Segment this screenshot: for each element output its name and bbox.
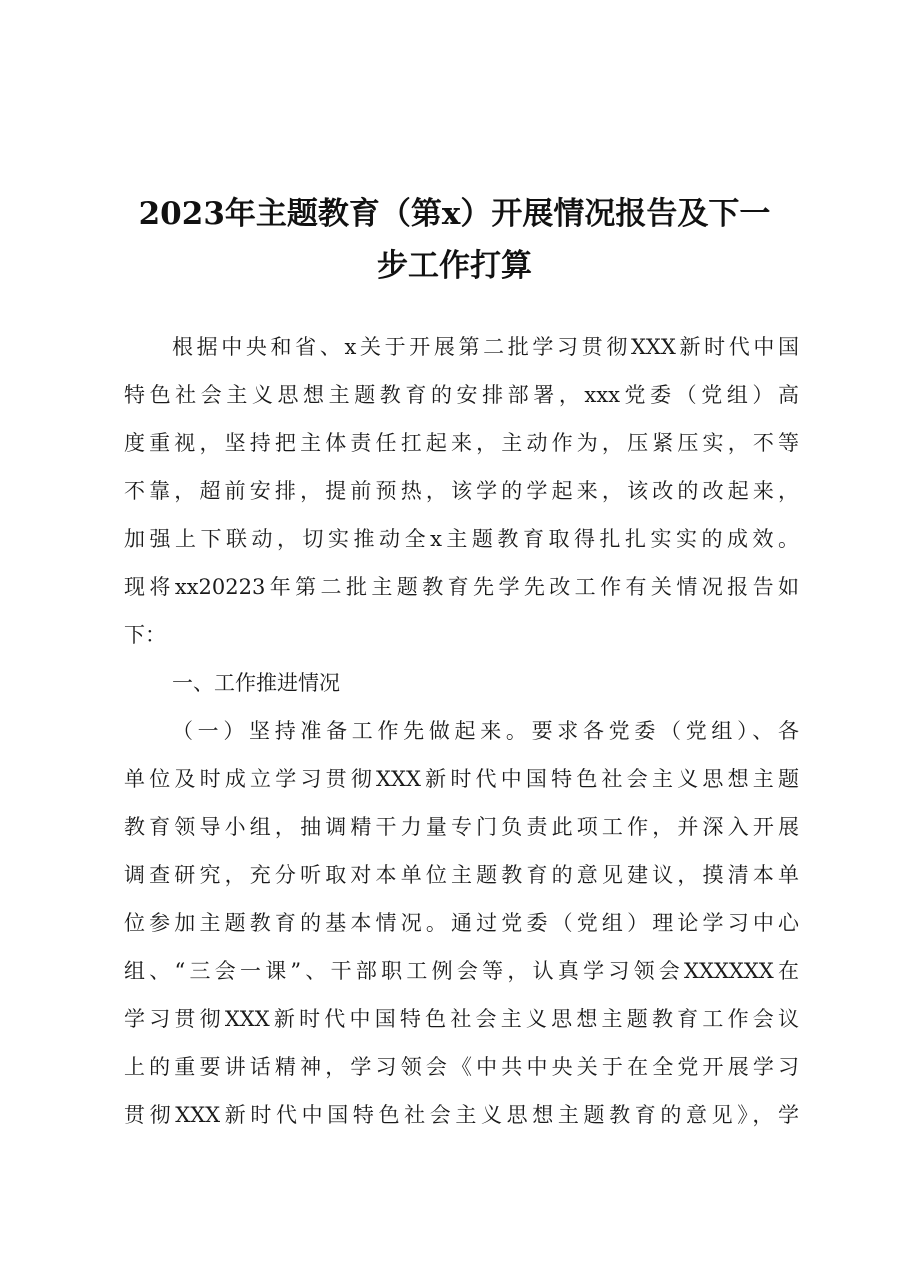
paragraph-line: （一）坚持准备工作先做起来。要求各党委（党组）、各 bbox=[172, 719, 799, 743]
document-title-line-2: 步工作打算 bbox=[377, 248, 532, 284]
paragraph-line: 不靠，超前安排，提前预热，该学的学起来，该改的改起来， bbox=[124, 479, 799, 503]
paragraph-line: 下： bbox=[124, 623, 166, 647]
paragraph-line: 度重视，坚持把主体责任扛起来，主动作为，压紧压实，不等 bbox=[124, 431, 799, 455]
paragraph-line: 加强上下联动，切实推动全x主题教育取得扎扎实实的成效。 bbox=[124, 527, 799, 551]
paragraph-line: 学习贯彻XXX新时代中国特色社会主义思想主题教育工作会议 bbox=[124, 1007, 799, 1031]
paragraph-line: 现将xx20223年第二批主题教育先学先改工作有关情况报告如 bbox=[124, 575, 799, 599]
paragraph-line: 特色社会主义思想主题教育的安排部署，xxx党委（党组）高 bbox=[124, 383, 799, 407]
paragraph-line: 根据中央和省、x关于开展第二批学习贯彻XXX新时代中国 bbox=[172, 335, 799, 359]
paragraph-line: 教育领导小组，抽调精干力量专门负责此项工作，并深入开展 bbox=[124, 815, 799, 839]
paragraph-line: 上的重要讲话精神，学习领会《中共中央关于在全党开展学习 bbox=[124, 1055, 799, 1079]
paragraph-line: 组、“三会一课”、干部职工例会等，认真学习领会XXXXXX在 bbox=[124, 959, 799, 983]
paragraph-line: 单位及时成立学习贯彻XXX新时代中国特色社会主义思想主题 bbox=[124, 767, 799, 791]
paragraph-line: 位参加主题教育的基本情况。通过党委（党组）理论学习中心 bbox=[124, 911, 799, 935]
document-title-line-1: 2023年主题教育（第x）开展情况报告及下一 bbox=[138, 196, 771, 232]
paragraph-line: 贯彻XXX新时代中国特色社会主义思想主题教育的意见》，学 bbox=[124, 1103, 799, 1127]
paragraph-line: 调查研究，充分听取对本单位主题教育的意见建议，摸清本单 bbox=[124, 863, 799, 887]
section-heading: 一、工作推进情况 bbox=[172, 671, 340, 695]
